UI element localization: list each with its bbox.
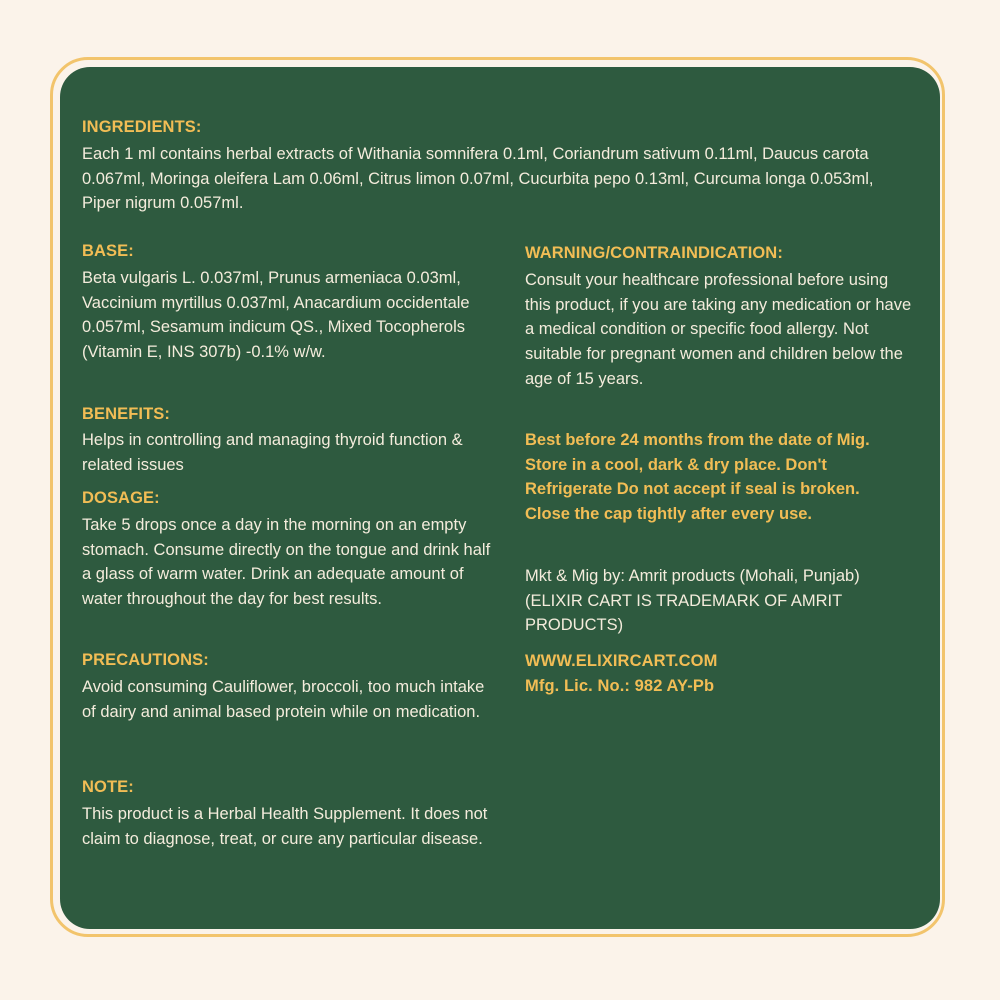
warning-text: Consult your healthcare professional before using this product, if you are taking any medication or have a medical condition or specific food allergy. Not suitable for pregnant women and children below the age of 15 years. [525,271,912,388]
ingredients-heading: INGREDIENTS: [82,118,202,136]
license-text: Mfg. Lic. No.: 982 AY-Pb [525,677,715,695]
precautions-heading: PRECAUTIONS: [82,651,209,669]
ingredients-text: Each 1 ml contains herbal extracts of Withania somnifera 0.1ml, Coriandrum sativum 0.11ml, Daucus carota 0.067ml, Moringa oleifera Lam 0.06ml, Citrus limon 0.07ml, Cucurbita pepo 0.13ml, Curcuma longa 0.053ml, Piper nigrum 0.057ml. [82,145,874,213]
dosage-heading: DOSAGE: [82,489,160,507]
base-heading: BASE: [82,242,134,260]
storage-text: Best before 24 months from the date of Mig. Store in a cool, dark & dry place. Don't Refrigerate Do not accept if seal is broken. Close the cap tightly after every use. [525,431,870,524]
base-text: Beta vulgaris L. 0.037ml, Prunus armeniaca 0.03ml, Vaccinium myrtillus 0.037ml, Anacardium occidentale 0.057ml, Sesamum indicum QS., Mixed Tocopherols (Vitamin E, INS 307b) -0.1% w/w. [82,269,470,362]
website-text: WWW.ELIXIRCART.COM [525,652,718,670]
dosage-text: Take 5 drops once a day in the morning on an empty stomach. Consume directly on the tongue and drink half a glass of warm water. Drink an adequate amount of water throughout the day for best results. [82,516,491,609]
benefits-heading: BENEFITS: [82,405,170,423]
benefits-text: Helps in controlling and managing thyroid function & related issues [82,431,463,474]
warning-heading: WARNING/CONTRAINDICATION: [525,244,783,262]
note-heading: NOTE: [82,778,134,796]
note-text: This product is a Herbal Health Supplement. It does not claim to diagnose, treat, or cure any particular disease. [82,805,488,848]
precautions-text: Avoid consuming Cauliflower, broccoli, too much intake of dairy and animal based protein while on medication. [82,678,485,721]
manufacturer-text: Mkt & Mig by: Amrit products (Mohali, Punjab) (ELIXIR CART IS TRADEMARK OF AMRIT PRODUCTS) [525,567,860,635]
